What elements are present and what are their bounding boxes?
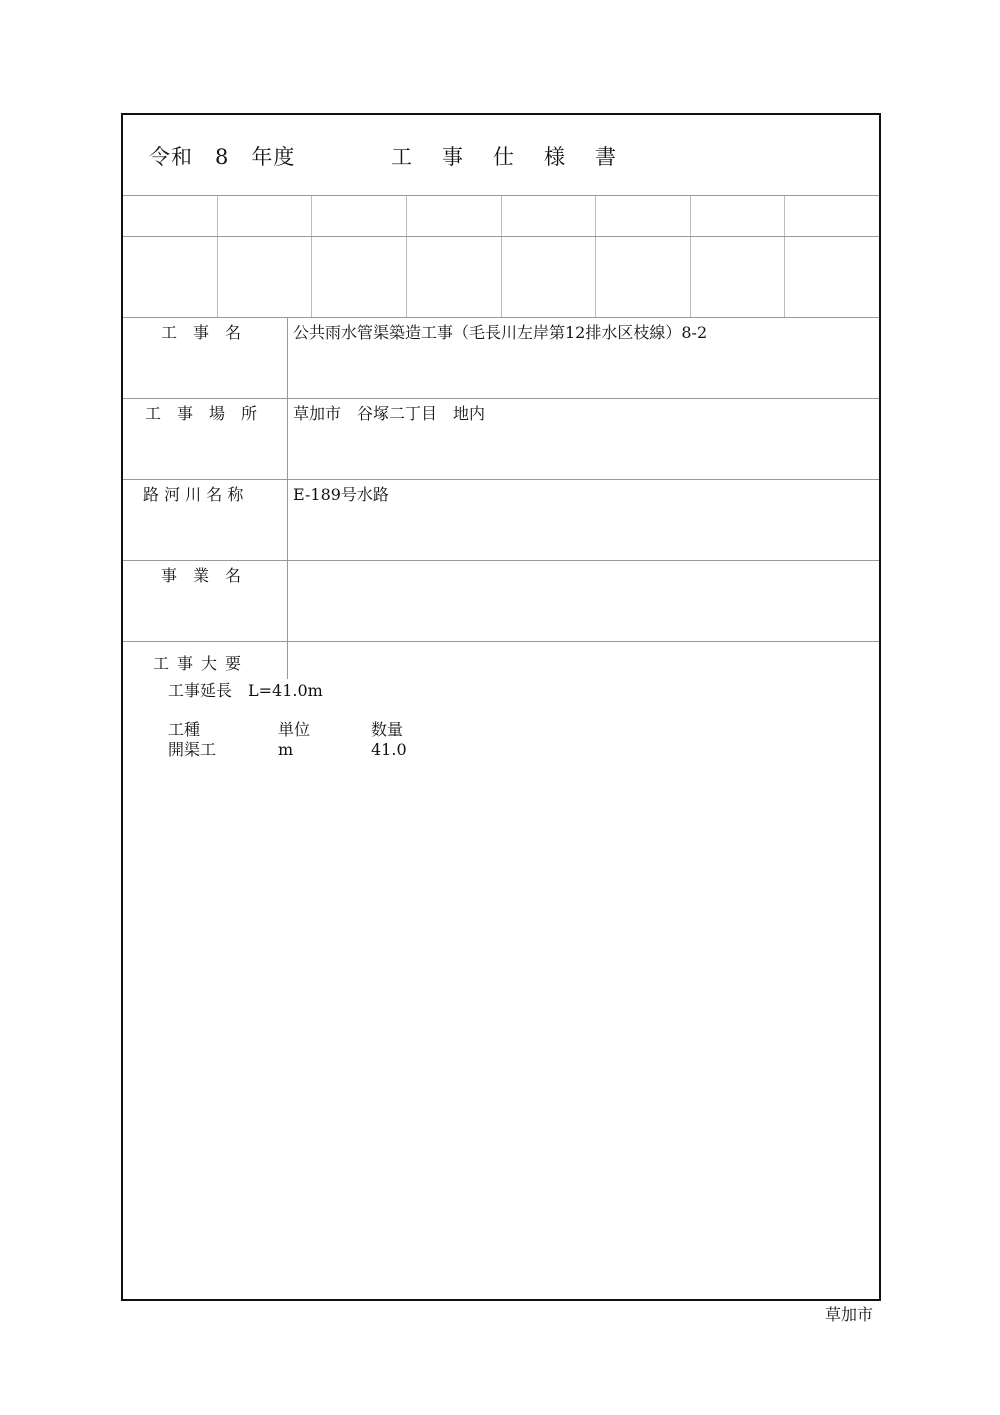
header-work-type: 工種 bbox=[168, 720, 201, 739]
location-row bbox=[123, 399, 879, 480]
business-row bbox=[123, 561, 879, 642]
stamp-cell bbox=[691, 237, 786, 317]
summary-label-cell bbox=[123, 641, 288, 679]
road-river-value: E-189号水路 bbox=[293, 485, 389, 504]
summary-label: 工事大要 bbox=[153, 654, 250, 673]
stamp-cell bbox=[123, 196, 218, 236]
project-name-label-cell bbox=[123, 318, 288, 398]
fiscal-year: 令和 8 年度 bbox=[149, 145, 296, 169]
stamp-cell bbox=[312, 196, 407, 236]
stamp-cell bbox=[502, 237, 597, 317]
location-label-cell bbox=[123, 399, 288, 479]
work-length-line: 工事延長 L=41.0m bbox=[168, 681, 323, 700]
stamp-cell bbox=[407, 237, 502, 317]
document-title: 工事仕様書 bbox=[391, 145, 646, 169]
stamp-cell bbox=[691, 196, 786, 236]
project-name-value: 公共雨水管渠築造工事（毛長川左岸第12排水区枝線）8-2 bbox=[293, 323, 708, 342]
location-label: 工 事 場 所 bbox=[145, 404, 258, 423]
road-river-label: 路 河 川 名 称 bbox=[143, 485, 244, 504]
issuing-organization: 草加市 bbox=[825, 1305, 874, 1324]
business-label: 事 業 名 bbox=[161, 566, 242, 585]
project-name-row bbox=[123, 318, 879, 399]
stamp-cell bbox=[502, 196, 597, 236]
cell-unit: m bbox=[278, 740, 294, 759]
stamp-grid-header-row bbox=[123, 196, 879, 237]
stamp-cell bbox=[218, 196, 313, 236]
header-unit: 単位 bbox=[278, 720, 311, 739]
stamp-cell bbox=[123, 237, 218, 317]
summary-length bbox=[168, 681, 323, 701]
specification-form bbox=[121, 113, 881, 1301]
stamp-cell bbox=[407, 196, 502, 236]
road-river-row bbox=[123, 480, 879, 561]
table-row bbox=[168, 740, 451, 760]
road-river-label-cell bbox=[123, 480, 288, 560]
stamp-cell bbox=[312, 237, 407, 317]
stamp-cell bbox=[785, 237, 879, 317]
cell-quantity: 41.0 bbox=[371, 740, 407, 759]
project-name-label: 工 事 名 bbox=[161, 323, 242, 342]
cell-work-type: 開渠工 bbox=[168, 740, 217, 759]
stamp-cell bbox=[596, 196, 691, 236]
title-row bbox=[123, 115, 879, 196]
location-value: 草加市 谷塚二丁目 地内 bbox=[293, 404, 486, 423]
stamp-grid-body-row bbox=[123, 237, 879, 318]
work-table-header bbox=[168, 720, 451, 740]
work-type-table bbox=[168, 720, 451, 760]
stamp-cell bbox=[218, 237, 313, 317]
stamp-cell bbox=[596, 237, 691, 317]
stamp-cell bbox=[785, 196, 879, 236]
business-label-cell bbox=[123, 561, 288, 641]
header-quantity: 数量 bbox=[371, 720, 404, 739]
